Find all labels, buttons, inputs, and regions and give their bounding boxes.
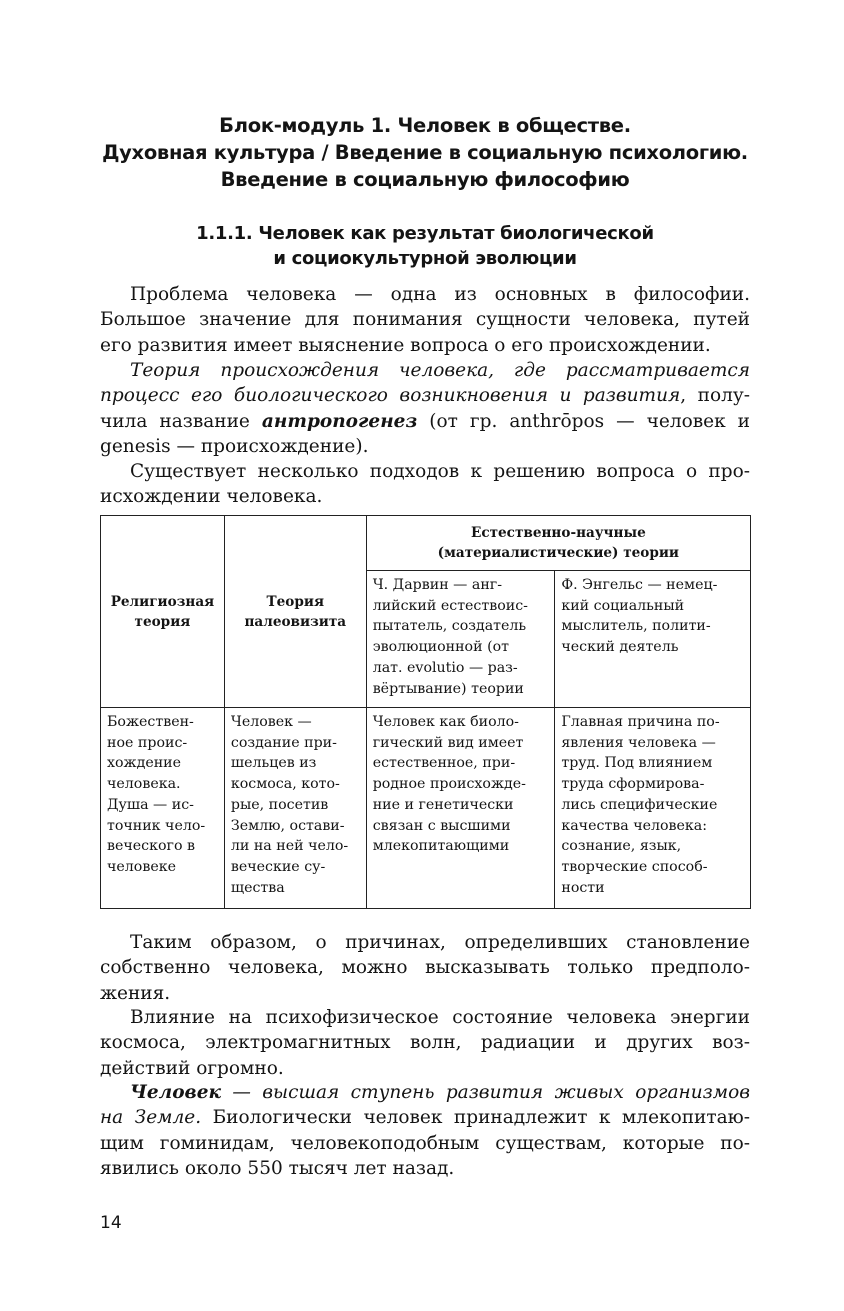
cell-line: вёртывание) теории	[372, 680, 524, 697]
cell-religious	[101, 708, 225, 909]
module-heading-line: Духовная культура / Введение в социальную психологию.	[102, 141, 748, 164]
cell-darwin	[366, 708, 555, 909]
text-fragment: чила название	[100, 410, 262, 432]
header-darwin	[366, 571, 555, 708]
header-line: Теория	[266, 593, 325, 610]
text-fragment: , полу-	[680, 385, 750, 407]
cell-line: труд. Под влиянием	[561, 755, 713, 772]
cell-line: шельцев из	[230, 755, 317, 772]
cell-line: качества человека:	[561, 817, 708, 834]
page-number: 14	[100, 1213, 122, 1233]
term-human: Человек	[130, 1082, 221, 1103]
cell-line: лись специфические	[561, 796, 718, 813]
cell-line: Душа — ис-	[107, 796, 194, 813]
cell-line: Главная причина по-	[561, 714, 720, 730]
cell-line: Божествен-	[107, 714, 194, 730]
italic-phrase: на Земле.	[100, 1107, 202, 1129]
header-natural-science-theories	[366, 516, 750, 571]
cell-line: творческие способ-	[561, 858, 708, 875]
cell-line: Человек —	[230, 714, 312, 730]
cell-line: мыслитель, полити-	[561, 618, 711, 635]
cell-paleovisit	[224, 708, 366, 909]
module-heading-line: Введение в социальную философию	[220, 168, 630, 191]
text-line: genesis — происхождение).	[100, 436, 369, 458]
cell-line: рые, посетив	[230, 796, 329, 813]
text-fragment: Биологически человек принадлежит к млекопитаю-	[201, 1107, 750, 1129]
text-line: щим гоминидам, человекоподобным существам, которые по-	[100, 1132, 750, 1154]
header-line: (материалистические) теории	[437, 545, 680, 561]
header-line: Религиозная	[110, 593, 215, 610]
section-heading	[100, 221, 750, 271]
header-line: палеовизита	[244, 613, 347, 630]
cell-line: гический вид имеет	[372, 734, 524, 751]
cell-line: естественное, при-	[372, 755, 516, 772]
module-heading-line: Блок-модуль 1. Человек в обществе.	[219, 114, 631, 137]
cell-line: Землю, остави-	[230, 817, 345, 834]
text-fragment: (от гр. anthrōpos — человек и	[417, 410, 750, 432]
cell-line: пытатель, создатель	[372, 618, 527, 635]
cell-line: веческого в	[107, 838, 195, 855]
text-line: Таким образом, о причинах, определивших становление	[130, 932, 750, 953]
text-line: Проблема человека — одна из основных в философии.	[130, 284, 750, 305]
cell-line: ности	[561, 879, 605, 896]
paragraph-approaches	[100, 459, 750, 510]
text-line: Влияние на психофизическое состояние человека энергии	[130, 1007, 750, 1028]
text-line	[100, 1105, 750, 1130]
paragraph-influence	[100, 1005, 750, 1081]
cell-line: лийский естествоис-	[372, 597, 528, 614]
text-line: космоса, электромагнитных волн, радиации и других воз-	[100, 1032, 750, 1054]
header-line: Естественно-научные	[470, 525, 646, 541]
header-engels	[555, 571, 751, 708]
text-line: Теория происхождения человека, где рассматривается	[130, 360, 750, 381]
cell-line: Ч. Дарвин — анг-	[372, 577, 502, 593]
cell-line: космоса, кото-	[230, 776, 340, 793]
text-line: действий огромно.	[100, 1057, 284, 1079]
cell-line: Человек как биоло-	[372, 714, 519, 730]
cell-line: кий социальный	[561, 597, 685, 614]
section-heading-line: 1.1.1. Человек как результат биологической	[196, 223, 654, 244]
cell-line: хождение	[107, 755, 182, 772]
paragraph-anthropogenesis	[100, 358, 750, 460]
cell-line: труда сформирова-	[561, 776, 705, 793]
text-line: его развития имеет выяснение вопроса о его происхождении.	[100, 334, 711, 356]
cell-line: ние и генетически	[372, 796, 514, 813]
text-line: Существует несколько подходов к решению вопроса о про-	[130, 461, 750, 482]
italic-phrase: — высшая ступень развития живых организмов	[220, 1082, 750, 1103]
text-line: Большое значение для понимания сущности человека, путей	[100, 309, 750, 331]
section-heading-line: и социокультурной эволюции	[273, 248, 577, 269]
text-line: жения.	[100, 982, 171, 1004]
cell-engels	[555, 708, 751, 909]
cell-line: ли на ней чело-	[230, 838, 349, 855]
cell-line: эволюционной (от	[372, 639, 509, 656]
module-heading	[100, 112, 750, 193]
cell-line: веческие су-	[230, 858, 326, 875]
header-religious-theory	[101, 516, 225, 708]
text-line: исхождении человека.	[100, 486, 323, 508]
term-anthropogenesis: антропогенез	[261, 410, 418, 432]
cell-line: точник чело-	[107, 817, 206, 834]
cell-line: родное происхожде-	[372, 776, 526, 793]
theories-table	[100, 515, 751, 909]
cell-line: человеке	[107, 858, 176, 875]
paragraph-human-definition	[100, 1080, 750, 1182]
text-line: явились около 550 тысяч лет назад.	[100, 1158, 455, 1180]
text-line	[100, 409, 750, 434]
header-line: теория	[134, 613, 191, 630]
paragraph-problem	[100, 282, 750, 358]
cell-line: млекопитающими	[372, 838, 510, 855]
cell-line: явления человека —	[561, 734, 716, 751]
cell-line: ческий деятель	[561, 639, 679, 656]
cell-line: связан с высшими	[372, 817, 511, 834]
cell-line: ное проис-	[107, 734, 188, 751]
cell-line: щества	[230, 879, 285, 896]
paragraph-conclusion	[100, 930, 750, 1006]
cell-line: человека.	[107, 776, 181, 793]
cell-line: сознание, язык,	[561, 838, 682, 855]
cell-line: создание при-	[230, 734, 337, 751]
cell-line: лат. evolutio — раз-	[372, 659, 518, 676]
text-line	[100, 383, 750, 408]
italic-phrase: процесс его биологического возникновения и развития	[100, 385, 681, 407]
cell-line: Ф. Энгельс — немец-	[561, 577, 718, 593]
text-line	[100, 1080, 750, 1105]
header-paleovisit-theory	[224, 516, 366, 708]
text-line: собственно человека, можно высказывать только предполо-	[100, 957, 750, 979]
